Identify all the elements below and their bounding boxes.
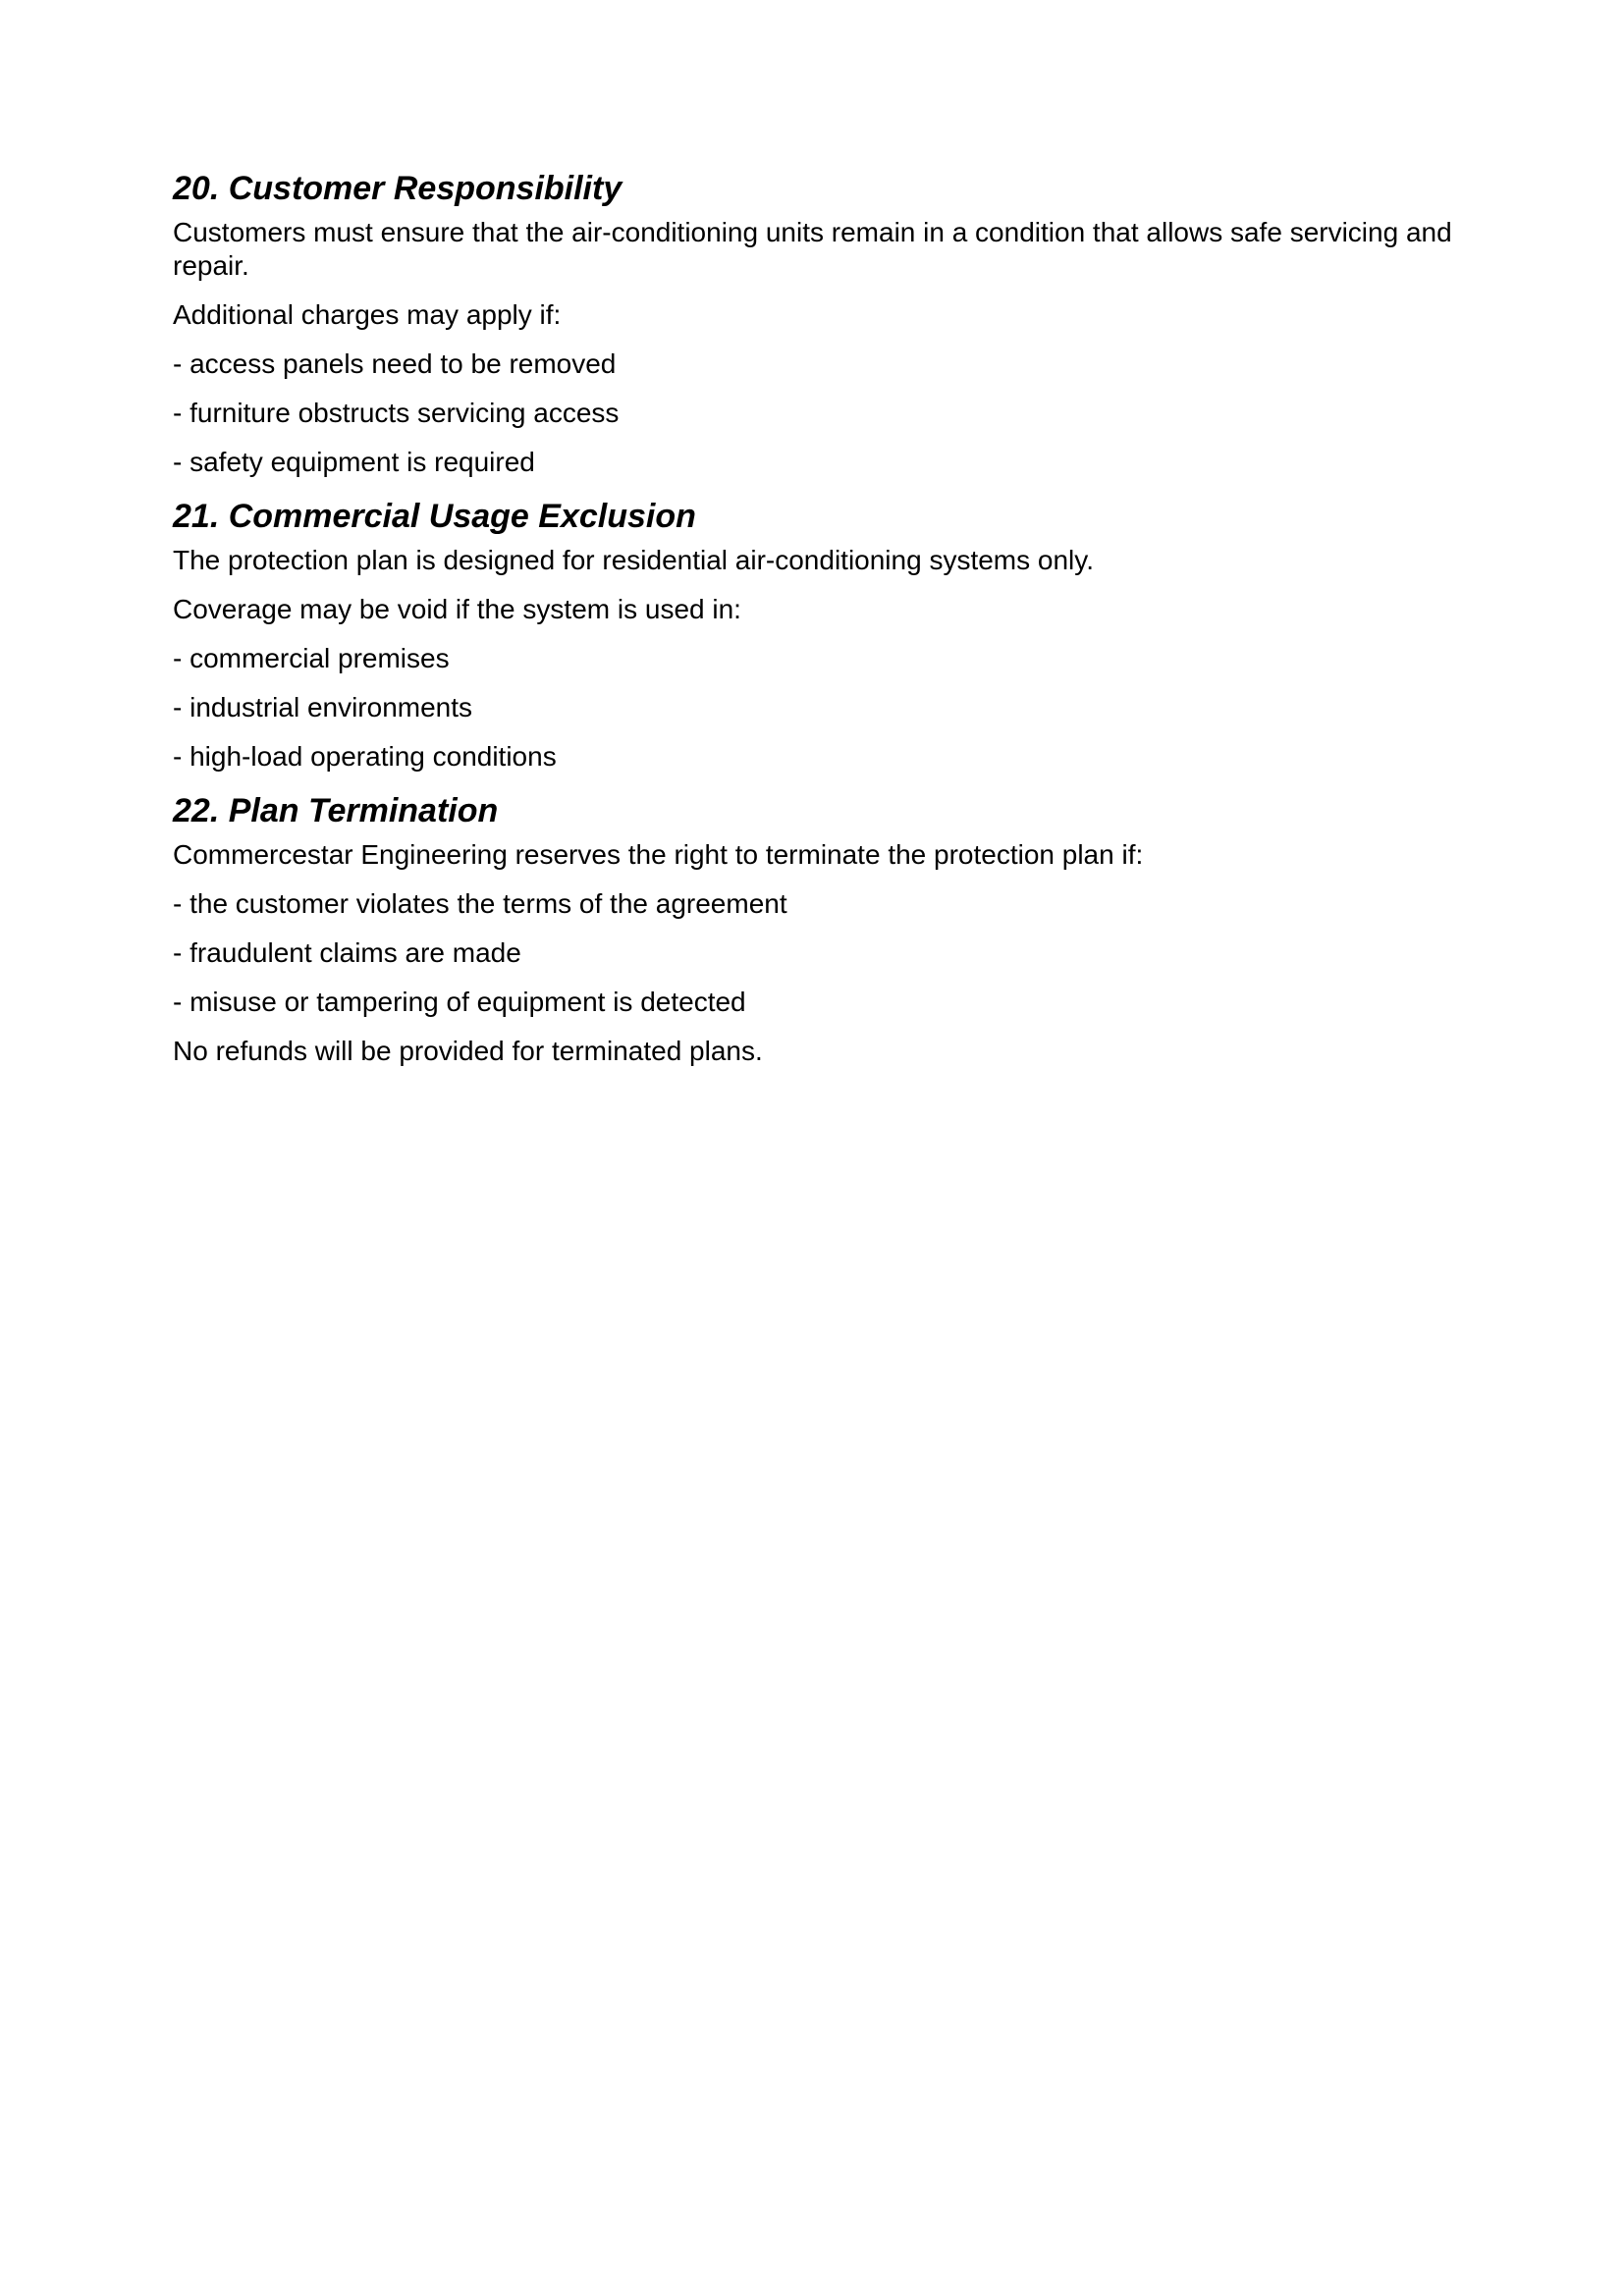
paragraph: Customers must ensure that the air-conditioning units remain in a condition that allows safe servicing and repair. [173,217,1452,281]
section-plan-termination [173,789,1469,1068]
paragraph: No refunds will be provided for terminated plans. [173,1036,763,1066]
list-item: - the customer violates the terms of the agreement [173,888,787,919]
list-item: - commercial premises [173,643,450,673]
section-heading: 21. Commercial Usage Exclusion [173,498,696,535]
document-content [173,167,1469,1084]
list-item: - fraudulent claims are made [173,937,521,968]
section-customer-responsibility [173,167,1469,479]
paragraph: The protection plan is designed for residential air-conditioning systems only. [173,545,1094,575]
paragraph: Commercestar Engineering reserves the right to terminate the protection plan if: [173,839,1144,870]
section-heading: 20. Customer Responsibility [173,170,623,207]
list-item: - access panels need to be removed [173,348,617,379]
list-item: - safety equipment is required [173,447,535,477]
list-item: - misuse or tampering of equipment is detected [173,987,746,1017]
section-heading: 22. Plan Termination [173,792,499,829]
paragraph: Additional charges may apply if: [173,299,562,330]
list-item: - industrial environments [173,692,473,722]
list-item: - furniture obstructs servicing access [173,398,620,428]
paragraph: Coverage may be void if the system is used in: [173,594,741,624]
section-commercial-usage-exclusion [173,495,1469,774]
list-item: - high-load operating conditions [173,741,557,772]
